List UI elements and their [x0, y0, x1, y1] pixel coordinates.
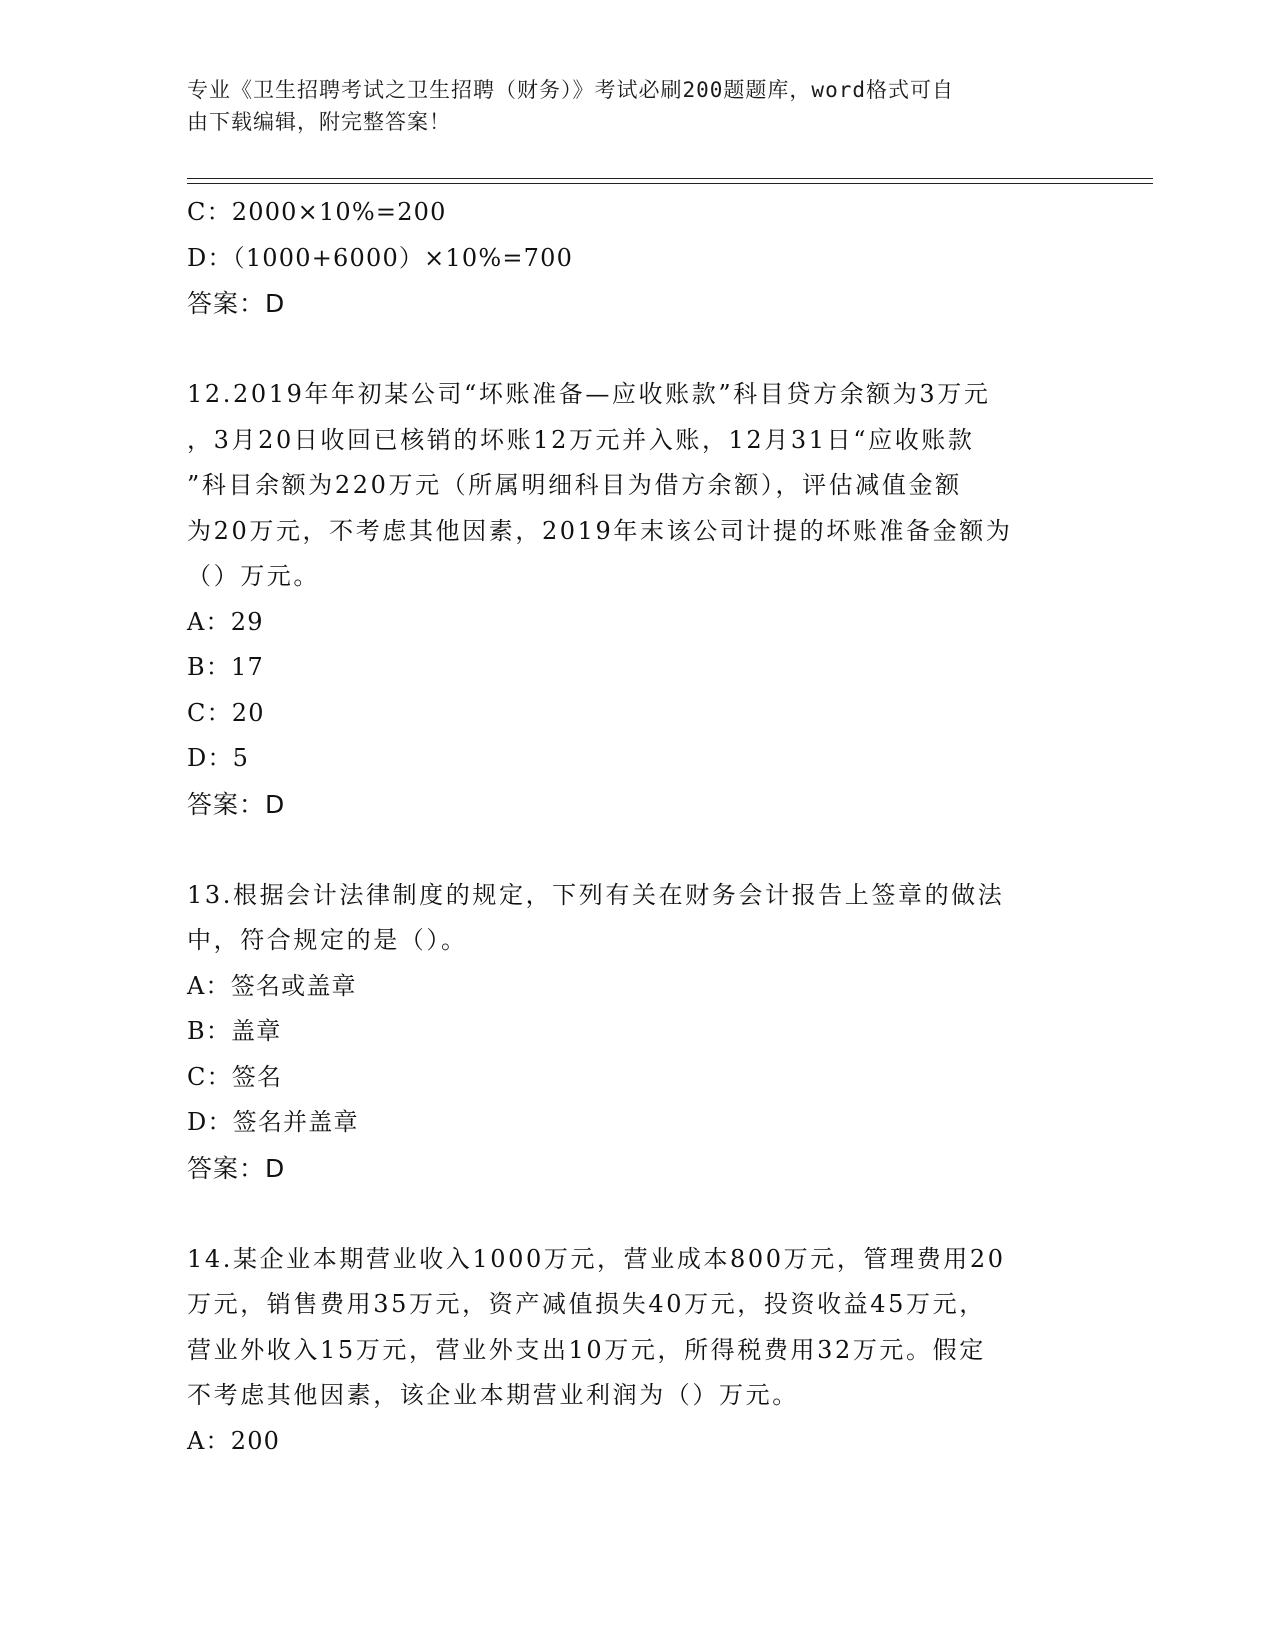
- header-line-1: 专业《卫生招聘考试之卫生招聘（财务）》考试必刷200题题库，word格式可自: [187, 78, 954, 102]
- question-13: [187, 873, 1087, 1192]
- answer: 答案：D: [187, 289, 286, 318]
- document-header: [187, 74, 1067, 138]
- spacer: [187, 1191, 1087, 1237]
- option-d: D：（1000+6000）×10%=700: [187, 243, 574, 272]
- document-body: [187, 190, 1087, 1464]
- option-a: A：29: [187, 607, 264, 636]
- question-text-line: 14.某企业本期营业收入1000万元，营业成本800万元，管理费用20: [187, 1244, 1006, 1273]
- question-text-line: （）万元。: [187, 562, 320, 590]
- answer: 答案：D: [187, 789, 286, 819]
- header-divider-bottom: [187, 183, 1153, 184]
- option-c: C：签名: [187, 1062, 283, 1091]
- question-text-line: 不考虑其他因素，该企业本期营业利润为（）万元。: [187, 1381, 799, 1409]
- question-text-line: 12.2019年年初某公司“坏账准备—应收账款”科目贷方余额为3万元: [187, 380, 991, 408]
- question-14: [187, 1237, 1087, 1465]
- question-11-tail: [187, 190, 1087, 327]
- header-divider-top: [187, 178, 1153, 179]
- question-text-line: 万元，销售费用35万元，资产减值损失40万元，投资收益45万元，: [187, 1290, 986, 1318]
- question-text-line: 13.根据会计法律制度的规定，下列有关在财务会计报告上签章的做法: [187, 880, 1005, 909]
- option-b: B：盖章: [187, 1017, 282, 1045]
- question-text-line: 中，符合规定的是（）。: [187, 926, 468, 954]
- option-c: C：20: [187, 698, 265, 727]
- spacer: [187, 327, 1087, 373]
- option-a: A：签名或盖章: [187, 971, 357, 1000]
- header-line-2: 由下载编辑，附完整答案！: [187, 110, 451, 134]
- option-d: D：签名并盖章: [187, 1108, 359, 1136]
- question-text-line: ”科目余额为220万元（所属明细科目为借方余额），评估减值金额: [187, 471, 962, 499]
- question-text-line: ，3月20日收回已核销的坏账12万元并入账，12月31日“应收账款: [187, 425, 975, 454]
- answer: 答案：D: [187, 1153, 286, 1183]
- option-c: C：2000×10%=200: [187, 198, 447, 226]
- option-d: D：5: [187, 744, 250, 772]
- option-b: B：17: [187, 653, 264, 681]
- option-a: A：200: [187, 1426, 281, 1455]
- question-text-line: 营业外收入15万元，营业外支出10万元，所得税费用32万元。假定: [187, 1335, 986, 1364]
- question-12: [187, 372, 1087, 827]
- question-text-line: 为20万元，不考虑其他因素，2019年末该公司计提的坏账准备金额为: [187, 516, 1013, 545]
- spacer: [187, 827, 1087, 873]
